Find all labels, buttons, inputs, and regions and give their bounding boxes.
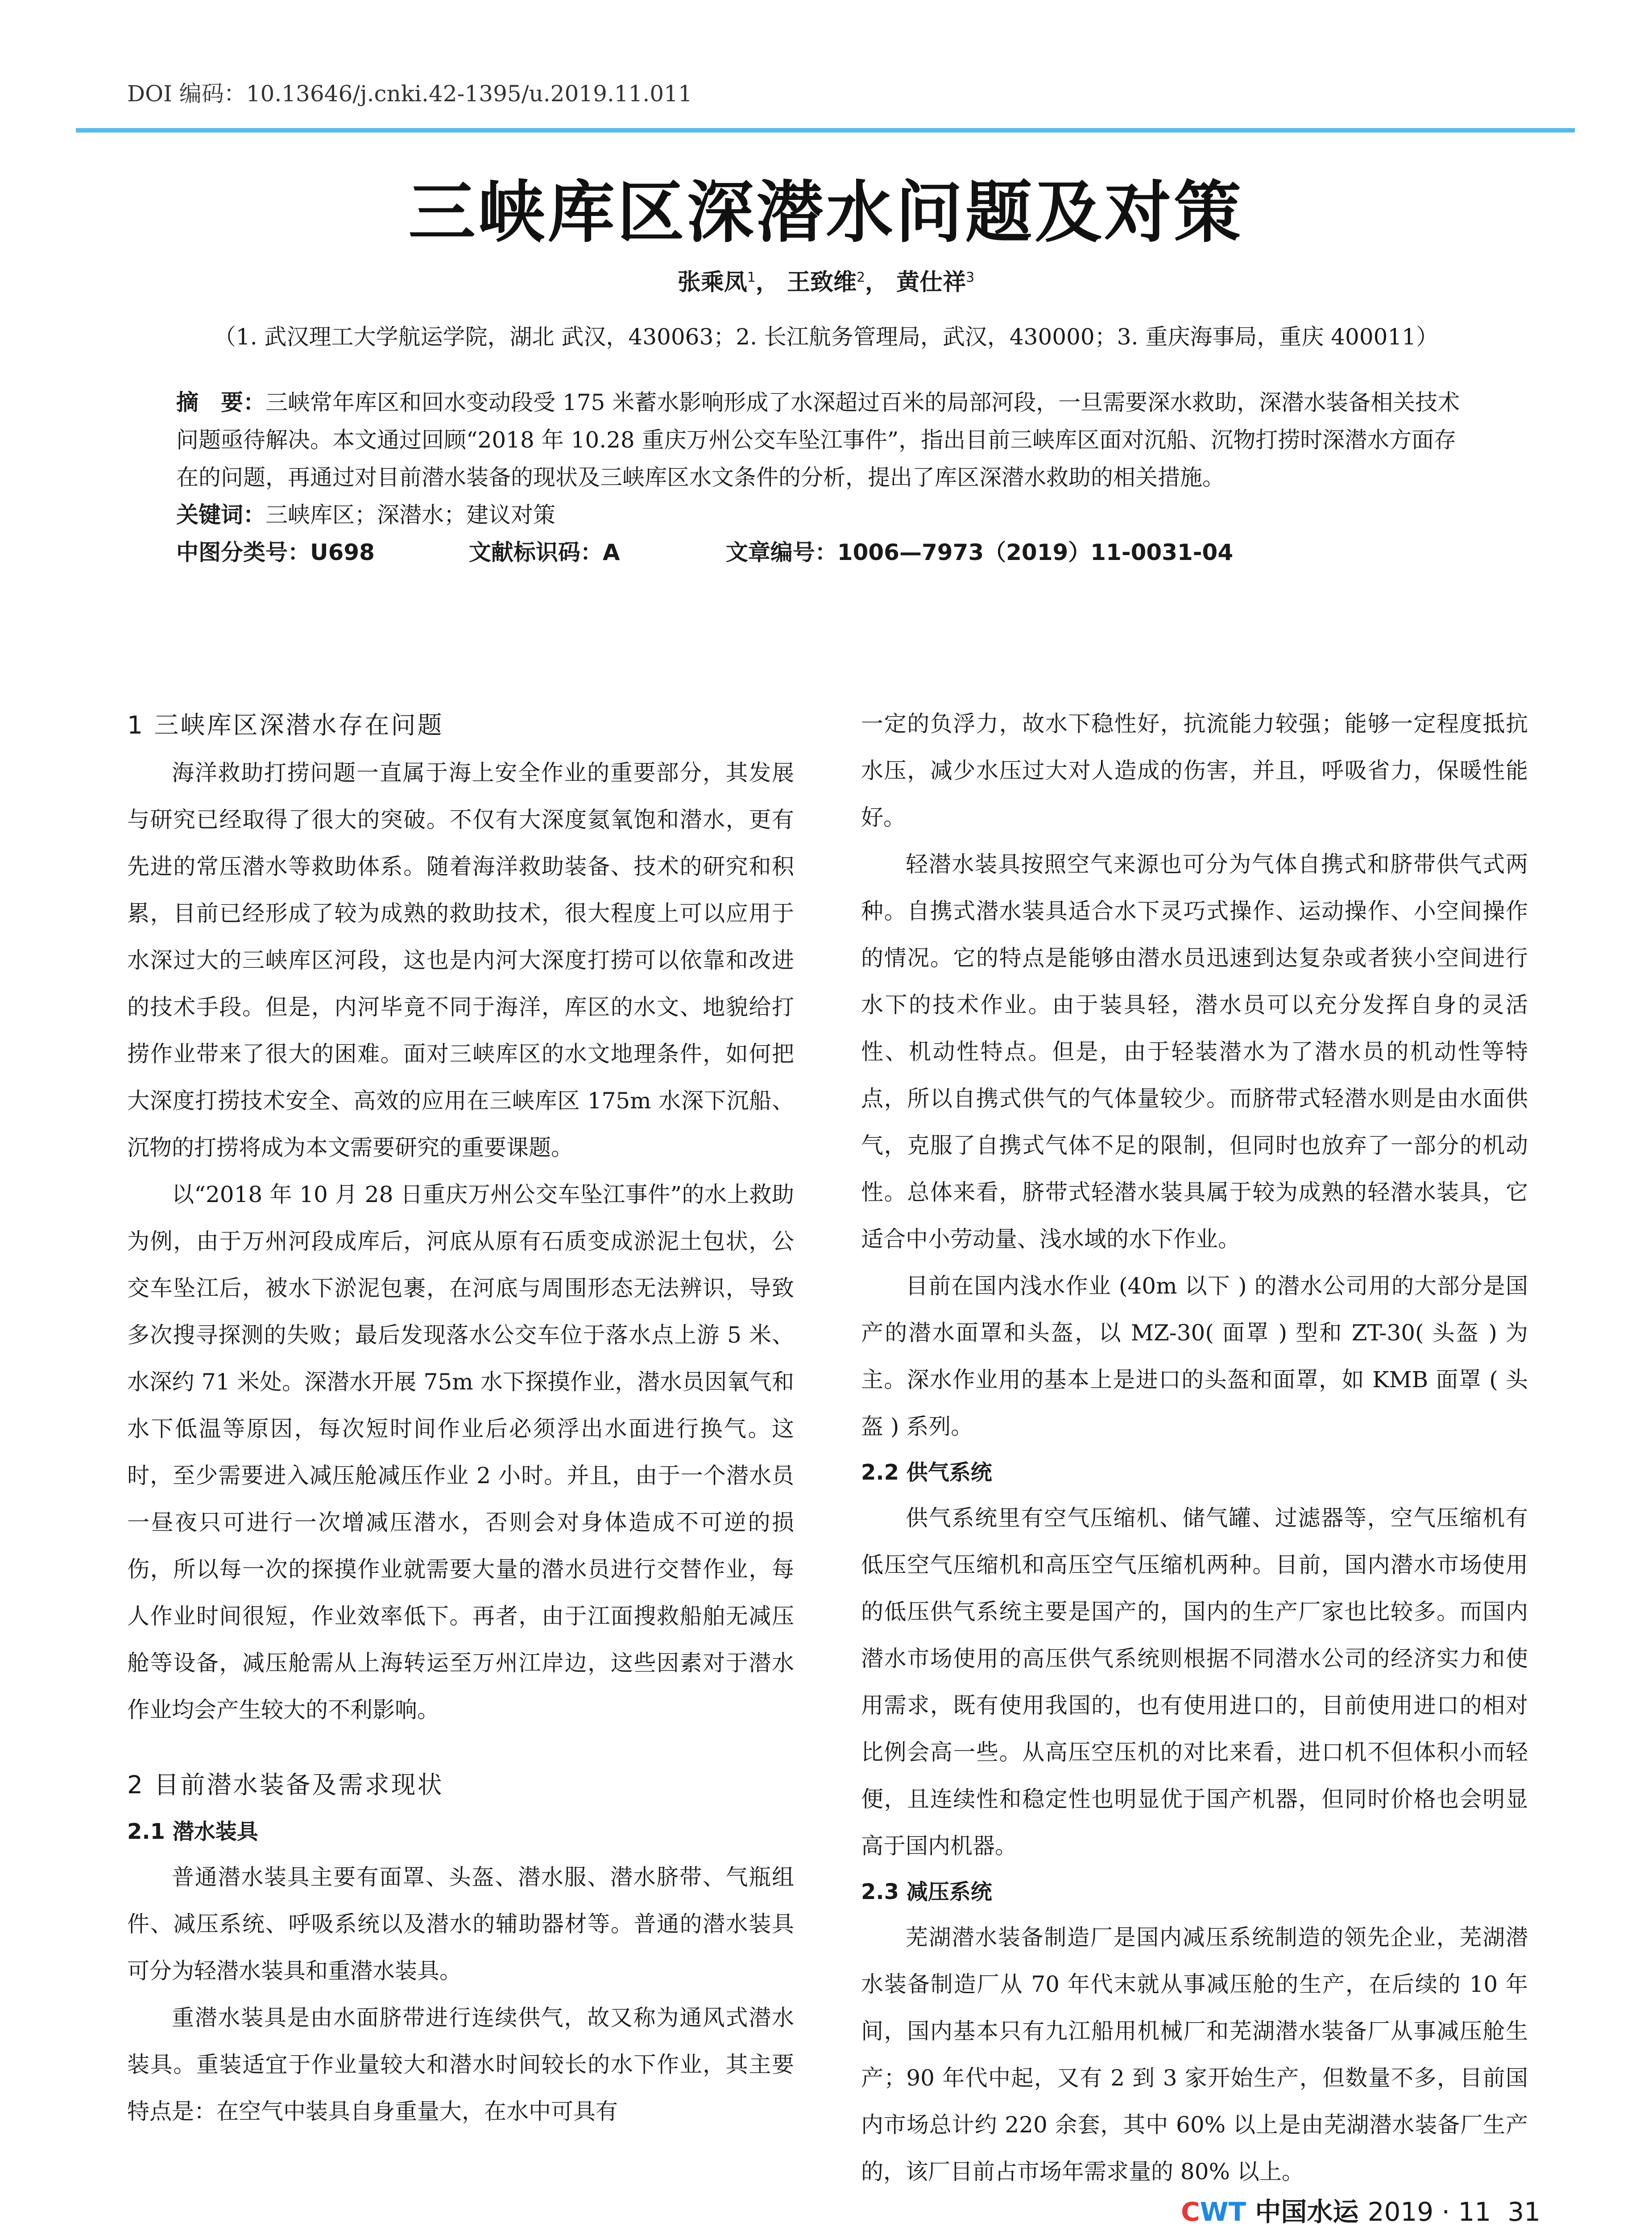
document-code: 文献标识码：A — [468, 539, 620, 565]
author-affil-mark: 3 — [966, 270, 975, 286]
journal-name: 中国水运 — [1246, 2197, 1368, 2227]
author-affil-mark: 2 — [856, 270, 865, 286]
paragraph: 以“2018 年 10 月 28 日重庆万州公交车坠江事件”的水上救助为例，由于万州河段成库后，河底从原有石质变成淤泥土包状，公交车坠江后，被水下淤泥包裹，在河底与周围形态无法辨识，导致多次搜寻探测的失败；最后发现落水公交车位于落水点上游 5 米、水深约 71 米处。深潜水开展 75m 水下探摸作业，潜水员因氧气和水下低温等原因，每次短时间作业后必须浮出水面进行换气。这时，至少需要进入减压舱减压作业 2 小时。并且，由于一个潜水员一昼夜只可进行一次增减压潜水，否则会对身体造成不可逆的损伤，所以每一次的探摸作业就需要大量的潜水员进行交替作业，每人作业时间很短，作业效率低下。再者，由于江面搜救船舶无减压舱等设备，减压舱需从上海转运至万州江岸边，这些因素对于潜水作业均会产生较大的不利影响。 — [127, 1182, 794, 1723]
page-footer — [1181, 2191, 1540, 2228]
header-divider — [76, 128, 1575, 133]
paragraph: 轻潜水装具按照空气来源也可分为气体自携式和脐带供气式两种。自携式潜水装具适合水下灵巧式操作、运动操作、小空间操作的情况。它的特点是能够由潜水员迅速到达复杂或者狭小空间进行水下的技术作业。由于装具轻，潜水员可以充分发挥自身的灵活性、机动性特点。但是，由于轻装潜水为了潜水员的机动性等特点，所以自携式供气的气体量较少。而脐带式轻潜水则是由水面供气，克服了自携式气体不足的限制，但同时也放弃了一部分的机动性。总体来看，脐带式轻潜水装具属于较为成熟的轻潜水装具，它适合中小劳动量、浅水域的水下作业。 — [861, 851, 1528, 1252]
subsection-heading: 2.3 减压系统 — [861, 1879, 992, 1904]
journal-logo-c: C — [1181, 2197, 1200, 2227]
keywords-text: 三峡库区；深潜水；建议对策 — [265, 502, 555, 528]
abstract — [176, 384, 1474, 496]
subsection-heading: 2.2 供气系统 — [861, 1460, 992, 1485]
abstract-block — [176, 384, 1474, 571]
abstract-label: 摘 要： — [176, 390, 265, 415]
author-list: 张乘凤$^1$， 王致维$^2$， 黄仕祥$^3$ — [677, 269, 975, 296]
author-name: 黄仕祥 — [896, 269, 966, 296]
paragraph: 目前在国内浅水作业 (40m 以下 ) 的潜水公司用的大部分是国产的潜水面罩和头盔，以 MZ-30( 面罩 ) 型和 ZT-30( 头盔 ) 为主。深水作业用的基本上是进口的头盔和面罩，如 KMB 面罩 ( 头盔 ) 系列。 — [861, 1273, 1528, 1439]
paragraph: 重潜水装具是由水面脐带进行连续供气，故又称为通风式潜水装具。重装适宜于作业量较大和潜水时间较长的水下作业，其主要特点是：在空气中装具自身重量大，在水中可具有 — [127, 2005, 794, 2124]
paragraph: 普通潜水装具主要有面罩、头盔、潜水服、潜水脐带、气瓶组件、减压系统、呼吸系统以及潜水的辅助器材等。普通的潜水装具可分为轻潜水装具和重潜水装具。 — [127, 1864, 794, 1984]
paragraph: 供气系统里有空气压缩机、储气罐、过滤器等，空气压缩机有低压空气压缩机和高压空气压缩机两种。目前，国内潜水市场使用的低压供气系统主要是国产的，国内的生产厂家也比较多。而国内潜水市场使用的高压供气系统则根据不同潜水公司的经济实力和使用需求，既有使用我国的，也有使用进口的，目前使用进口的相对比例会高一些。从高压空压机的对比来看，进口机不但体积小而轻便，且连续性和稳定性也明显优于国产机器，但同时价格也会明显高于国内机器。 — [861, 1505, 1528, 1859]
keywords-label: 关键词： — [176, 502, 265, 528]
clc-number: 中图分类号：U698 — [176, 539, 375, 565]
right-column — [861, 701, 1528, 2195]
article-number: 文章编号：1006—7973（2019）11-0031-04 — [725, 539, 1234, 565]
paper-title: 三峡库区深潜水问题及对策 — [408, 173, 1244, 252]
classification-line — [176, 534, 1474, 571]
paragraph: 芜湖潜水装备制造厂是国内减压系统制造的领先企业，芜湖潜水装备制造厂从 70 年代末就从事减压舱的生产，在后续的 10 年间，国内基本只有九江船用机械厂和芜湖潜水装备厂从事减压舱生产；90 年代中起，又有 2 到 3 家开始生产，但数量不多，目前国内市场总计约 220 余套，其中 60% 以上是由芜湖潜水装备厂生产的，该厂目前占市场年需求量的 80% 以上。 — [861, 1924, 1528, 2185]
paragraph: 一定的负浮力，故水下稳性好，抗流能力较强；能够一定程度抵抗水压，减少水压过大对人造成的伤害，并且，呼吸省力，保暖性能好。 — [861, 711, 1528, 830]
author-name: 张乘凤 — [677, 269, 747, 296]
subsection-heading: 2.1 潜水装具 — [127, 1819, 258, 1844]
paragraph: 海洋救助打捞问题一直属于海上安全作业的重要部分，其发展与研究已经取得了很大的突破。不仅有大深度氦氧饱和潜水，更有先进的常压潜水等救助体系。随着海洋救助装备、技术的研究和积累，目前已经形成了较为成熟的救助技术，很大程度上可以应用于水深过大的三峡库区河段，这也是内河大深度打捞可以依靠和改进的技术手段。但是，内河毕竟不同于海洋，库区的水文、地貌给打捞作业带来了很大的困难。面对三峡库区的水文地理条件，如何把大深度打捞技术安全、高效的应用在三峡库区 175m 水深下沉船、沉物的打捞将成为本文需要研究的重要课题。 — [127, 760, 794, 1161]
affiliations: （1. 武汉理工大学航运学院，湖北 武汉，430063；2. 长江航务管理局，武汉，430000；3. 重庆海事局，重庆 400011） — [213, 324, 1439, 350]
left-column — [127, 701, 794, 2135]
page-number: 31 — [1507, 2197, 1540, 2227]
keywords — [176, 496, 1474, 534]
section-heading: 2 目前潜水装备及需求现状 — [127, 1771, 444, 1799]
doi-line: DOI 编码：10.13646/j.cnki.42-1395/u.2019.11.011 — [127, 81, 692, 107]
section-heading: 1 三峡库区深潜水存在问题 — [127, 711, 444, 739]
issue-number: 2019 · 11 — [1367, 2197, 1491, 2227]
journal-logo-wt: WT — [1200, 2197, 1246, 2227]
abstract-text: 三峡常年库区和回水变动段受 175 米蓄水影响形成了水深超过百米的局部河段，一旦需要深水救助，深潜水装备相关技术问题亟待解决。本文通过回顾“2018 年 10.28 重庆万州公交车坠江事件”，指出目前三峡库区面对沉船、沉物打捞时深潜水方面存在的问题，再通过对目前潜水装备的现状及三峡库区水文条件的分析，提出了库区深潜水救助的相关措施。 — [176, 390, 1460, 490]
author-affil-mark: 1 — [747, 270, 756, 286]
author-name: 王致维 — [787, 269, 857, 296]
